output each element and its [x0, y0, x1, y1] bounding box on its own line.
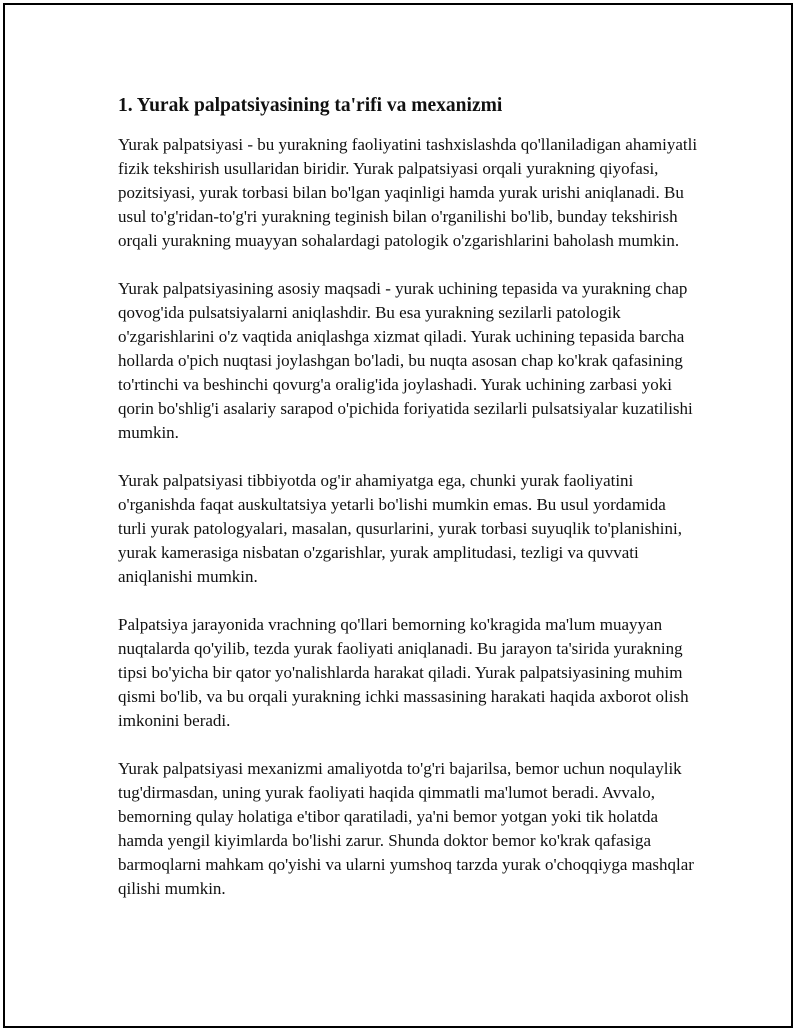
paragraph-1: Yurak palpatsiyasi - bu yurakning faoliyatini tashxislashda qo'llaniladigan ahamiyatli fizik tekshirish usullaridan biridir. Yurak palpatsiyasi orqali yurakning qiyofasi, pozitsiyasi, yurak torbasi bilan bo'lgan yaqinligi hamda yurak urishi aniqlanadi. Bu usul to'g'ridan-to'g'ri yurakning teginish bilan o'rganilishi bo'lib, bunday tekshirish orqali yurakning muayyan sohalardagi patologik o'zgarishlarini baholash mumkin. [118, 135, 698, 250]
section-heading: 1. Yurak palpatsiyasining ta'rifi va mexanizmi [118, 95, 503, 116]
paragraph-2: Yurak palpatsiyasining asosiy maqsadi - yurak uchining tepasida va yurakning chap qovog'ida pulsatsiyalarni aniqlashdir. Bu esa yurakning sezilarli patologik o'zgarishlarini o'z vaqtida aniqlashga xizmat qiladi. Yurak uchining tepasida barcha hollarda o'pich nuqtasi joylashgan bo'ladi, bu nuqta asosan chap ko'krak qafasining to'rtinchi va beshinchi qovurg'a oralig'ida joylashadi. Yurak uchining zarbasi yoki qorin bo'shlig'i asalariy sarapod o'pichida foriyatida sezilarli pulsatsiyalar kuzatilishi mumkin. [118, 279, 693, 442]
paragraph-5: Yurak palpatsiyasi mexanizmi amaliyotda to'g'ri bajarilsa, bemor uchun noqulaylik tug'dirmasdan, uning yurak faoliyati haqida qimmatli ma'lumot beradi. Avvalo, bemorning qulay holatiga e'tibor qaratiladi, ya'ni bemor yotgan yoki tik holatda hamda yengil kiyimlarda bo'lishi zarur. Shunda doktor bemor ko'krak qafasiga barmoqlarni mahkam qo'yishi va ularni yumshoq tarzda yurak o'choqqiyga mashqlar qilishi mumkin. [118, 759, 694, 898]
paragraph-4: Palpatsiya jarayonida vrachning qo'llari bemorning ko'kragida ma'lum muayyan nuqtalarda qo'yilib, tezda yurak faoliyati aniqlanadi. Bu jarayon ta'sirida yurakning tipsi bo'yicha bir qator yo'nalishlarda harakat qiladi. Yurak palpatsiyasining muhim qismi bo'lib, va bu orqali yurakning ichki massasining harakati haqida axborot olish imkonini beradi. [118, 615, 689, 730]
document-body [118, 93, 698, 925]
paragraph-3: Yurak palpatsiyasi tibbiyotda og'ir ahamiyatga ega, chunki yurak faoliyatini o'rganishda faqat auskultatsiya yetarli bo'lishi mumkin emas. Bu usul yordamida turli yurak patologyalari, masalan, qusurlarini, yurak torbasi suyuqlik to'planishini, yurak kamerasiga nisbatan o'zgarishlar, yurak amplitudasi, tezligi va quvvati aniqlanishi mumkin. [118, 471, 682, 586]
